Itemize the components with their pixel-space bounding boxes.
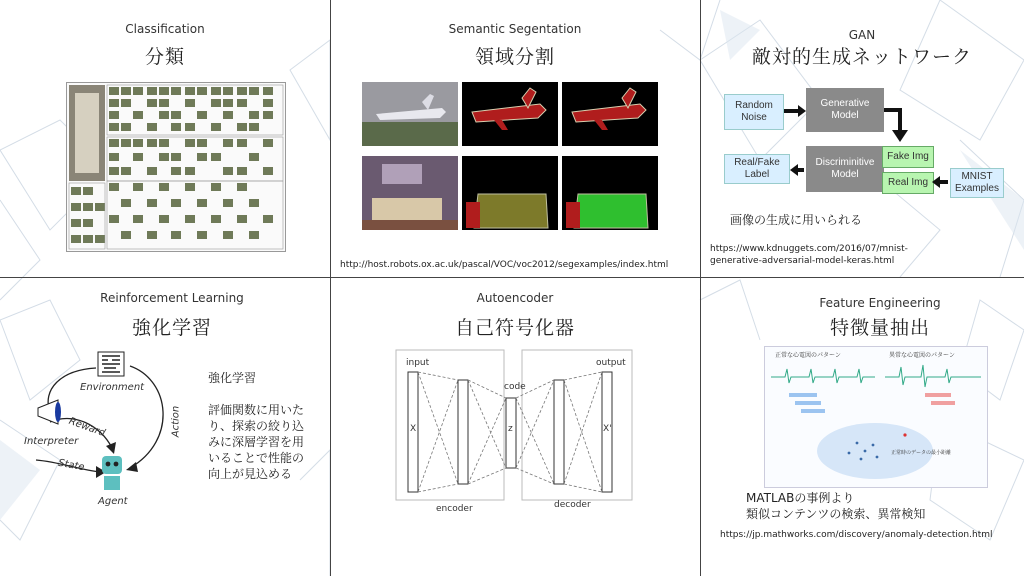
rl-state-label: State <box>57 457 86 474</box>
rl-note-body: 評価関数に用いたり、探索の絞り込みに深層学習を用いることで性能の向上が見込める <box>208 403 305 481</box>
feature-note-line1: MATLABの事例より <box>746 491 855 505</box>
ae-output-label: output <box>596 358 626 368</box>
rl-action-label: Action <box>170 405 182 438</box>
classification-image-grid <box>66 82 286 252</box>
rl-title: 強化学習 <box>131 317 212 339</box>
generative-model-label: Generative Model <box>820 98 870 121</box>
feature-normal-label: 正常な心電図のパターン <box>775 352 841 359</box>
divider-vertical-1 <box>330 0 331 576</box>
discriminitive-model-label: Discriminitive Model <box>815 157 875 180</box>
segmentation-source-url[interactable]: http://host.robots.ox.ac.uk/pascal/VOC/voc2012/segexamples/index.html <box>340 260 669 270</box>
random-noise-label: Random Noise <box>735 100 773 123</box>
gan-subtitle: GAN <box>848 28 876 42</box>
mnist-examples-label: MNIST Examples <box>955 171 999 194</box>
autoencoder-title: 自己符号化器 <box>454 317 575 339</box>
segmentation-figure <box>362 82 658 250</box>
gan-source-url[interactable]: https://www.kdnuggets.com/2016/07/mnist-generative-adversarial-model-keras.html <box>710 244 908 266</box>
feature-cluster-label: 正常時のデータの最小距離 <box>891 450 952 456</box>
gan-arrows <box>724 84 1014 198</box>
gan-diagram <box>724 84 1014 198</box>
feature-note-line2: 類似コンテンツの検索、異常検知 <box>746 507 926 521</box>
autoencoder-diagram <box>394 346 634 516</box>
rl-subtitle: Reinforcement Learning <box>100 291 244 305</box>
rl-interpreter-label: Interpreter <box>24 436 79 447</box>
ae-x-label: X <box>410 424 417 434</box>
classification-title: 分類 <box>144 46 185 68</box>
real-fake-label-text: Real/Fake Label <box>734 157 780 180</box>
feature-diagram <box>764 346 988 488</box>
classification-thumbnails <box>67 83 285 251</box>
autoencoder-network <box>394 346 634 516</box>
real-img-label: Real Img <box>887 177 928 188</box>
rl-reward-label: Reward <box>67 415 107 440</box>
rl-agent-label: Agent <box>98 496 128 507</box>
divider-vertical-2 <box>700 0 701 576</box>
ae-z-label: z <box>508 424 513 434</box>
classification-subtitle: Classification <box>125 22 205 36</box>
feature-subtitle: Feature Engineering <box>819 296 941 310</box>
fake-img-label: Fake Img <box>887 151 929 162</box>
rl-environment-label: Environment <box>80 382 145 393</box>
rl-note-title: 強化学習 <box>208 371 257 385</box>
segmentation-images <box>362 82 658 250</box>
autoencoder-subtitle: Autoencoder <box>476 291 554 305</box>
feature-ecg-figure <box>765 347 987 487</box>
ae-code-label: code <box>504 382 526 392</box>
segmentation-title: 領域分割 <box>474 46 555 68</box>
ae-encoder-label: encoder <box>436 504 473 514</box>
feature-abnormal-label: 異常な心電図のパターン <box>889 352 955 359</box>
feature-source-url[interactable]: https://jp.mathworks.com/discovery/anomaly-detection.html <box>720 530 993 540</box>
gan-title: 敵対的生成ネットワーク <box>751 46 972 68</box>
feature-title: 特徴量抽出 <box>829 317 930 339</box>
segmentation-subtitle: Semantic Segentation <box>448 22 582 36</box>
ae-input-label: input <box>406 358 430 368</box>
ae-xprime-label: X' <box>603 424 612 434</box>
ae-decoder-label: decoder <box>554 500 591 510</box>
gan-note: 画像の生成に用いられる <box>730 213 863 227</box>
divider-horizontal <box>0 277 1024 278</box>
rl-diagram <box>20 350 190 510</box>
